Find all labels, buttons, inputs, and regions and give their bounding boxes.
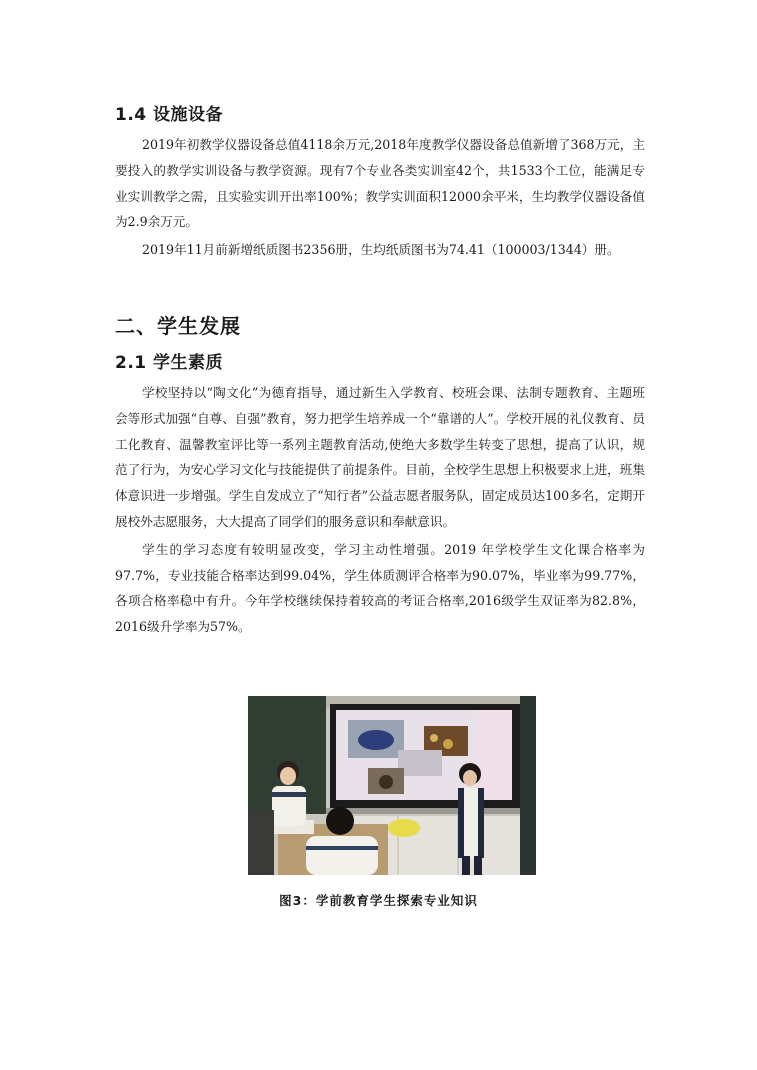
paragraph: 2019年11月前新增纸质图书2356册，生均纸质图书为74.41（100003/1344）册。 <box>142 242 620 258</box>
chapter-heading-2: 二、学生发展 <box>115 314 241 338</box>
paragraph: 学生的学习态度有较明显改变，学习主动性增强。2019 年学校学生文化课合格率为97.7%，专业技能合格率达到99.04%，学生体质测评合格率为90.07%，毕业率为99.77%，各项合格率稳中有升。今年学校继续保持着较高的考证合格率,2016级学生双证率为82.8%，2016级升学率为57%。 <box>115 541 645 635</box>
section-2-1-body <box>115 380 645 640</box>
paragraph: 学校坚持以“陶文化”为德育指导，通过新生入学教育、校班会课、法制专题教育、主题班会等形式加强“自尊、自强”教育，努力把学生培养成一个“靠谱的人”。学校开展的礼仪教育、员工化教育、温馨教室评比等一系列主题教育活动,使绝大多数学生转变了思想，提高了认识，规范了行为，为安心学习文化与技能提供了前提条件。目前，全校学生思想上积极要求上进，班集体意识进一步增强。学生自发成立了“知行者”公益志愿者服务队，固定成员达100多名，定期开展校外志愿服务，大大提高了同学们的服务意识和奉献意识。 <box>115 385 645 529</box>
figure-caption: 图3：学前教育学生探索专业知识 <box>279 893 478 908</box>
section-heading-1-4: 1.4 设施设备 <box>115 105 224 125</box>
section-heading-2-1: 2.1 学生素质 <box>115 353 224 373</box>
classroom-photo-illustration <box>248 696 536 875</box>
section-1-4-body <box>115 132 645 263</box>
paragraph: 2019年初教学仪器设备总值4118余万元,2018年度教学仪器设备总值新增了368万元，主要投入的教学实训设备与教学资源。现有7个专业各类实训室42个，共1533个工位，能满足专业实训教学之需，且实验实训开出率100%；教学实训面积12000余平米，生均教学仪器设备值为2.9余万元。 <box>115 137 645 230</box>
classroom-photo <box>248 696 536 875</box>
